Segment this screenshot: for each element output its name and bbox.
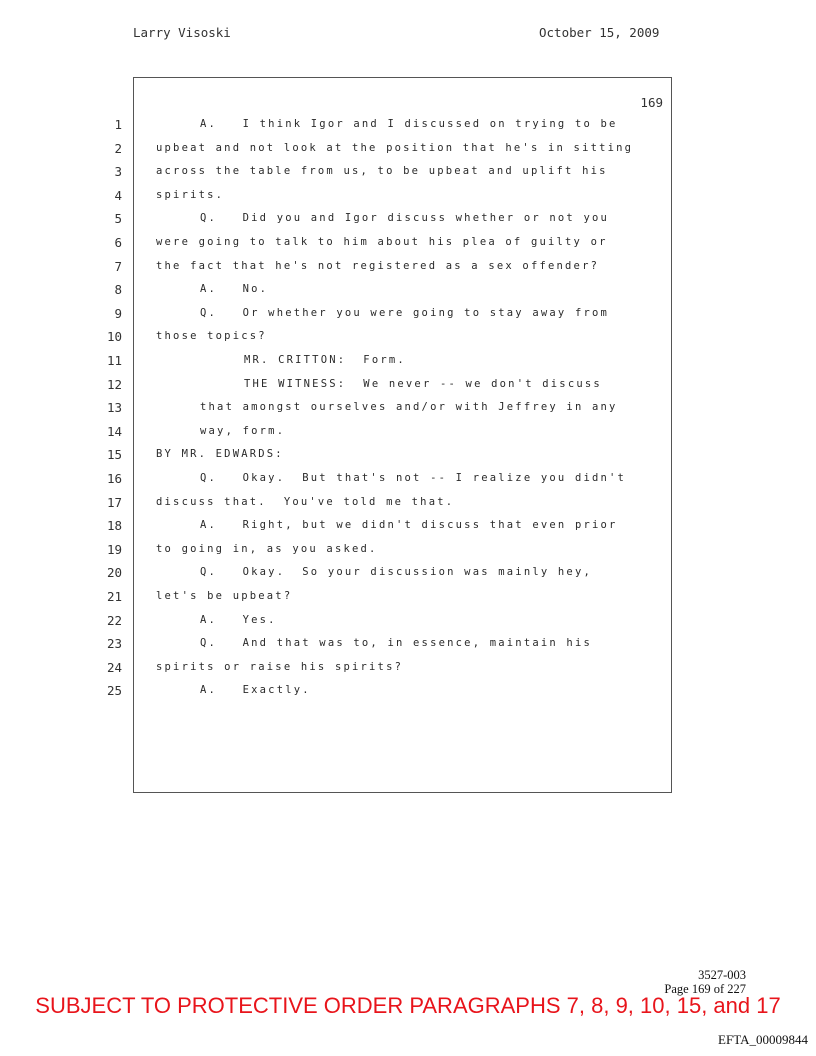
line-number: 8 bbox=[114, 282, 122, 298]
line-text: discuss that. You've told me that. bbox=[156, 495, 455, 508]
transcript-line bbox=[0, 632, 816, 655]
line-number: 25 bbox=[106, 683, 122, 699]
footer-page-of: Page 169 of 227 bbox=[664, 982, 746, 996]
transcript-line bbox=[0, 609, 816, 632]
line-text: that amongst ourselves and/or with Jeffrey in any bbox=[200, 401, 618, 414]
line-number: 17 bbox=[106, 494, 122, 510]
header-date: October 15, 2009 bbox=[539, 25, 660, 40]
line-number: 12 bbox=[106, 376, 122, 392]
line-text: Q. Did you and Igor discuss whether or not you bbox=[200, 212, 610, 225]
transcript-line bbox=[0, 585, 816, 608]
transcript-line bbox=[0, 656, 816, 679]
transcript-page-number: 169 bbox=[640, 95, 663, 110]
line-text: across the table from us, to be upbeat and uplift his bbox=[156, 165, 608, 178]
transcript-line bbox=[0, 491, 816, 514]
transcript-line bbox=[0, 514, 816, 537]
transcript-line bbox=[0, 325, 816, 348]
transcript-line bbox=[0, 467, 816, 490]
header-witness-name: Larry Visoski bbox=[133, 25, 231, 40]
transcript-line bbox=[0, 278, 816, 301]
line-text: were going to talk to him about his plea of guilty or bbox=[156, 236, 608, 248]
protective-order-notice: SUBJECT TO PROTECTIVE ORDER PARAGRAPHS 7, 8, 9, 10, 15, and 17 bbox=[35, 993, 781, 1018]
transcript-line bbox=[0, 184, 816, 207]
transcript-line bbox=[0, 420, 816, 443]
line-number: 4 bbox=[114, 187, 122, 203]
line-number: 22 bbox=[106, 612, 122, 628]
transcript-line bbox=[0, 302, 816, 325]
line-text: let's be upbeat? bbox=[156, 590, 293, 602]
bates-number: EFTA_00009844 bbox=[718, 1032, 808, 1047]
line-text: Q. Okay. So your discussion was mainly hey, bbox=[200, 566, 592, 579]
transcript-line bbox=[0, 373, 816, 396]
line-number: 9 bbox=[114, 305, 122, 321]
transcript-line bbox=[0, 137, 816, 160]
line-text: the fact that he's not registered as a sex offender? bbox=[156, 259, 600, 272]
transcript-line bbox=[0, 255, 816, 278]
line-number: 18 bbox=[106, 518, 122, 534]
footer-case-code: 3527-003 bbox=[698, 968, 746, 982]
line-text: to going in, as you asked. bbox=[156, 542, 378, 555]
line-number: 7 bbox=[114, 258, 122, 274]
line-text: A. Yes. bbox=[200, 613, 277, 626]
line-number: 24 bbox=[106, 659, 122, 675]
line-number: 23 bbox=[106, 636, 122, 652]
transcript-line bbox=[0, 160, 816, 183]
transcript-line bbox=[0, 349, 816, 372]
line-text: A. I think Igor and I discussed on trying to be bbox=[200, 118, 618, 130]
line-text: Q. Or whether you were going to stay away from bbox=[200, 306, 610, 319]
transcript-line bbox=[0, 679, 816, 702]
line-text: MR. CRITTON: Form. bbox=[244, 354, 406, 366]
transcript-line bbox=[0, 561, 816, 584]
line-number: 20 bbox=[106, 565, 122, 581]
transcript-line bbox=[0, 231, 816, 254]
line-number: 1 bbox=[114, 117, 122, 132]
line-number: 11 bbox=[106, 353, 122, 368]
line-number: 2 bbox=[114, 140, 122, 156]
line-number: 6 bbox=[114, 235, 122, 250]
line-number: 16 bbox=[106, 471, 122, 486]
line-text: Q. And that was to, in essence, maintain his bbox=[200, 637, 592, 650]
line-text: A. No. bbox=[200, 283, 269, 296]
line-text: Q. Okay. But that's not -- I realize you didn't bbox=[200, 472, 627, 484]
line-number: 5 bbox=[114, 211, 122, 227]
line-text: spirits or raise his spirits? bbox=[156, 660, 404, 673]
transcript-line bbox=[0, 443, 816, 466]
line-number: 21 bbox=[106, 589, 122, 604]
line-text: spirits. bbox=[156, 188, 225, 201]
line-text: BY MR. EDWARDS: bbox=[156, 448, 284, 461]
line-text: A. Exactly. bbox=[200, 684, 311, 697]
line-text: those topics? bbox=[156, 330, 267, 343]
transcript-line bbox=[0, 538, 816, 561]
transcript-line bbox=[0, 113, 816, 136]
line-text: way, form. bbox=[200, 424, 286, 437]
line-number: 13 bbox=[106, 400, 122, 416]
transcript-line bbox=[0, 207, 816, 230]
line-number: 14 bbox=[106, 423, 122, 439]
line-text: upbeat and not look at the position that he's in sitting bbox=[156, 141, 634, 154]
transcript-line bbox=[0, 396, 816, 419]
line-number: 15 bbox=[106, 447, 122, 463]
footer-page-info bbox=[664, 968, 746, 996]
line-number: 3 bbox=[114, 164, 122, 180]
line-text: THE WITNESS: We never -- we don't discuss bbox=[244, 377, 602, 390]
line-text: A. Right, but we didn't discuss that even prior bbox=[200, 519, 618, 532]
line-number: 10 bbox=[106, 329, 122, 345]
line-number: 19 bbox=[106, 541, 122, 557]
